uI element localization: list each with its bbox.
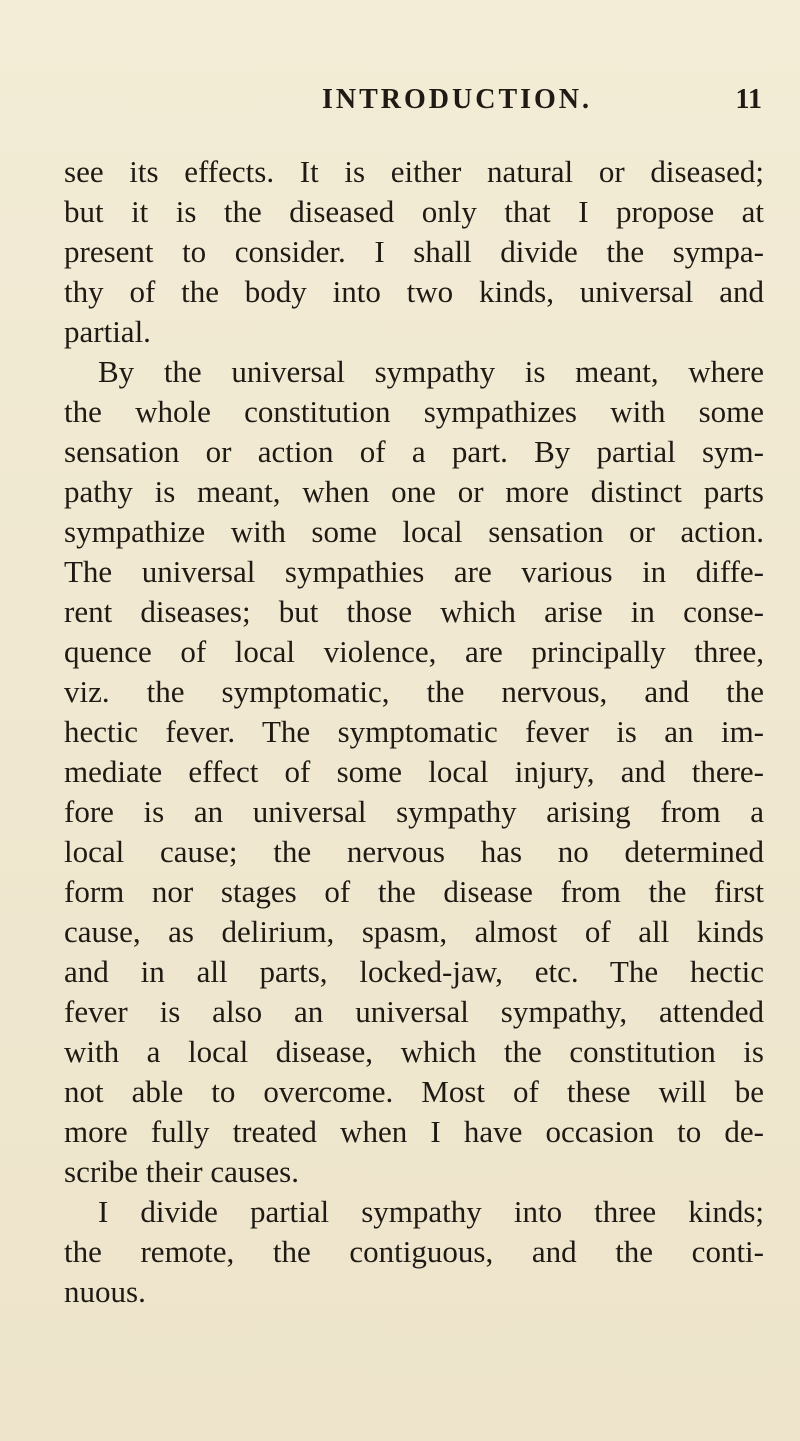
text-line: thy of the body into two kinds, universal and [64, 274, 764, 309]
text-line: see its effects. It is either natural or diseased; [64, 154, 764, 189]
text-line: but it is the diseased only that I propose at [64, 194, 764, 229]
text-line: form nor stages of the disease from the first [64, 874, 764, 909]
text-line: viz. the symptomatic, the nervous, and the [64, 674, 764, 709]
text-line: hectic fever. The symptomatic fever is an im- [64, 714, 764, 749]
body-text [64, 152, 764, 1312]
text-line: nuous. [64, 1274, 146, 1309]
text-line: rent diseases; but those which arise in conse- [64, 594, 764, 629]
text-line: more fully treated when I have occasion to de- [64, 1114, 764, 1149]
text-line: with a local disease, which the constitution is [64, 1034, 764, 1069]
text-line: present to consider. I shall divide the sympa- [64, 234, 764, 269]
text-line: pathy is meant, when one or more distinct parts [64, 474, 764, 509]
text-line: the whole constitution sympathizes with some [64, 394, 764, 429]
text-line: partial. [64, 314, 151, 349]
page-number: 11 [735, 84, 762, 115]
text-line: local cause; the nervous has no determined [64, 834, 764, 869]
text-line: quence of local violence, are principally three, [64, 634, 764, 669]
text-line: mediate effect of some local injury, and there- [64, 754, 764, 789]
text-line: sensation or action of a part. By partial sym- [64, 434, 764, 469]
text-line: By the universal sympathy is meant, where [98, 354, 764, 389]
text-line: fever is also an universal sympathy, attended [64, 994, 764, 1029]
text-line: the remote, the contiguous, and the conti- [64, 1234, 764, 1269]
text-line: sympathize with some local sensation or action. [64, 514, 764, 549]
text-line: not able to overcome. Most of these will be [64, 1074, 764, 1109]
text-line: and in all parts, locked-jaw, etc. The hectic [64, 954, 764, 989]
text-line: fore is an universal sympathy arising from a [64, 794, 764, 829]
text-line: cause, as delirium, spasm, almost of all kinds [64, 914, 764, 949]
running-head: INTRODUCTION. [322, 84, 593, 115]
text-line: I divide partial sympathy into three kinds; [98, 1194, 764, 1229]
text-line: The universal sympathies are various in diffe- [64, 554, 764, 589]
page-header [322, 80, 762, 120]
text-line: scribe their causes. [64, 1154, 299, 1189]
